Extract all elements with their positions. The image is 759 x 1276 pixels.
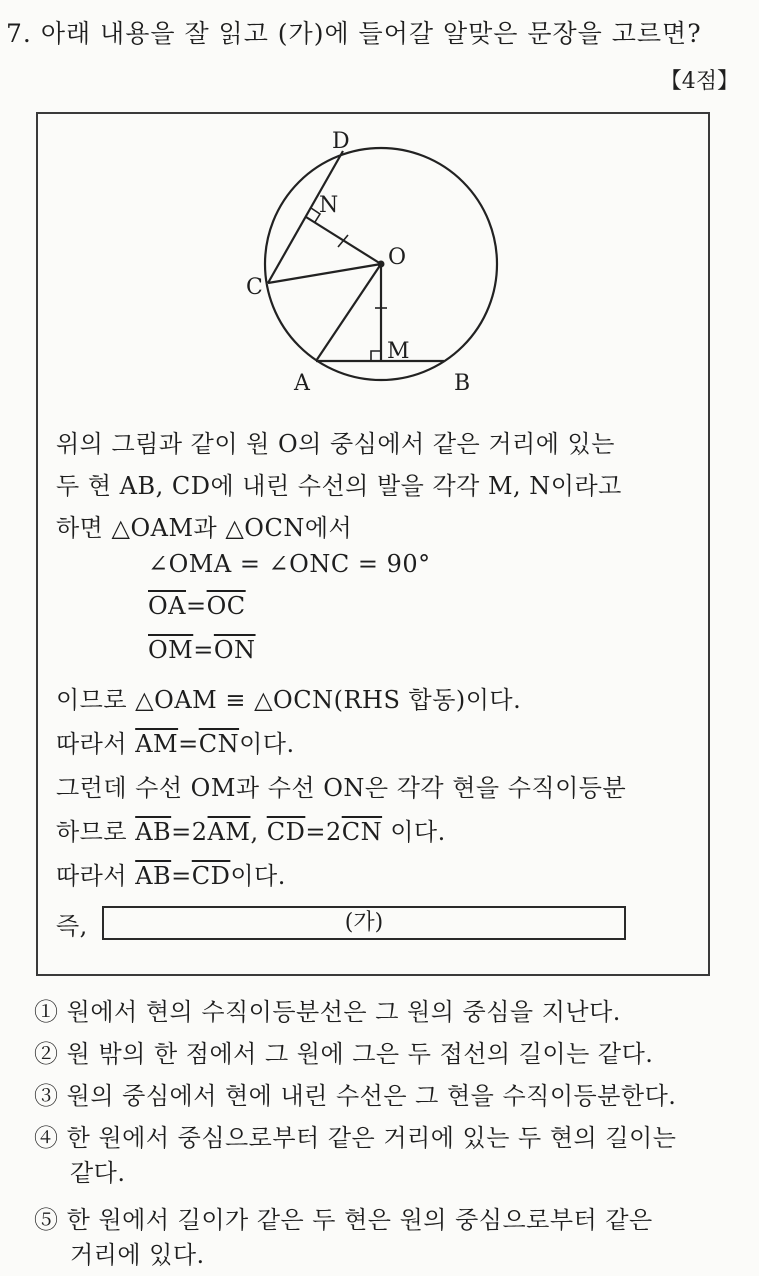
equals-sign: = [178, 730, 199, 758]
choice-number: ② [34, 1040, 59, 1068]
choice-text: 원에서 현의 수직이등분선은 그 원의 중심을 지난다. [66, 998, 621, 1026]
proof-line-8 [56, 856, 286, 891]
choice-text: 한 원에서 길이가 같은 두 현은 원의 중심으로부터 같은 [66, 1206, 653, 1234]
segment-label: $\overline{CD}$ [266, 818, 306, 846]
segment-oc [268, 264, 381, 283]
choice-5[interactable] [34, 1200, 653, 1270]
text-fragment: 이다. [239, 730, 295, 758]
segment-label: $\overline{AB}$ [135, 862, 172, 890]
choice-number: ① [34, 998, 59, 1026]
proof-line-5 [56, 724, 295, 759]
right-angle-m [371, 351, 381, 361]
proof-box [36, 112, 710, 976]
choice-2[interactable] [34, 1034, 653, 1069]
question-text: 아래 내용을 잘 읽고 (가)에 들어갈 알맞은 문장을 고르면? [40, 19, 702, 48]
answer-blank: (가) [102, 906, 626, 940]
segment-label: $\overline{OC}$ [206, 592, 246, 620]
conclusion-prefix: 즉, [56, 912, 88, 940]
circle-figure [246, 120, 558, 420]
equals-sign: = [186, 592, 207, 620]
equals-sign: = [171, 862, 192, 890]
text-fragment: 이다. [382, 818, 446, 846]
proof-line-3: 하면 △OAM과 △OCN에서 [56, 514, 353, 542]
choice-3[interactable] [34, 1076, 676, 1111]
choice-text: 원 밖의 한 점에서 그 원에 그은 두 접선의 길이는 같다. [66, 1040, 654, 1068]
choice-number: ③ [34, 1082, 59, 1110]
question-header [6, 14, 754, 50]
choice-text: 한 원에서 중심으로부터 같은 거리에 있는 두 현의 길이는 [66, 1124, 677, 1152]
choice-number: ④ [34, 1124, 59, 1152]
label-o: O [388, 245, 407, 270]
segment-label: $\overline{CD}$ [191, 862, 231, 890]
proof-line-6: 그런데 수선 OM과 수선 ON은 각각 현을 수직이등분 [56, 774, 627, 802]
segment-label: $\overline{ON}$ [213, 636, 256, 664]
segment-label: $\overline{AM}$ [207, 818, 251, 846]
center-dot [378, 261, 385, 268]
points-label: 【4점】 [659, 69, 739, 94]
label-m: M [387, 339, 410, 364]
proof-eq-om-on [148, 636, 256, 664]
segment-label: $\overline{AM}$ [135, 730, 179, 758]
segment-label: $\overline{CN}$ [341, 818, 383, 846]
proof-line-1: 위의 그림과 같이 원 O의 중심에서 같은 거리에 있는 [56, 430, 615, 458]
choice-text: 원의 중심에서 현에 내린 수선은 그 현을 수직이등분한다. [66, 1082, 677, 1110]
label-c: C [246, 275, 263, 300]
proof-eq-oa-oc [148, 592, 246, 620]
text-fragment: =2 [305, 818, 342, 846]
choice-text-continued: 거리에 있다. [70, 1241, 205, 1269]
label-d: D [332, 129, 350, 154]
equals-sign: = [193, 636, 214, 664]
text-fragment: 이다. [230, 862, 286, 890]
proof-line-4: 이므로 △OAM ≡ △OCN(RHS 합동)이다. [56, 686, 522, 714]
label-b: B [454, 371, 471, 396]
proof-line-2: 두 현 AB, CD에 내린 수선의 발을 각각 M, N이라고 [56, 472, 622, 500]
choice-text-continued: 같다. [70, 1159, 126, 1187]
text-fragment: 따라서 [56, 862, 136, 890]
choice-4[interactable] [34, 1118, 676, 1188]
text-fragment: =2 [171, 818, 208, 846]
segment-label: $\overline{OA}$ [148, 592, 187, 620]
segment-oa [316, 264, 381, 361]
proof-eq-angle: ∠OMA = ∠ONC = 90° [148, 550, 431, 578]
choice-1[interactable] [34, 992, 621, 1027]
segment-label: $\overline{OM}$ [148, 636, 194, 664]
text-fragment: 하므로 [56, 818, 136, 846]
text-fragment: , [250, 818, 267, 846]
text-fragment: 따라서 [56, 730, 136, 758]
question-number: 7. [6, 19, 32, 48]
proof-line-7 [56, 812, 446, 847]
label-n: N [319, 193, 339, 218]
segment-label: $\overline{AB}$ [135, 818, 172, 846]
label-a: A [294, 371, 310, 396]
choice-number: ⑤ [34, 1206, 59, 1234]
segment-label: $\overline{CN}$ [198, 730, 240, 758]
